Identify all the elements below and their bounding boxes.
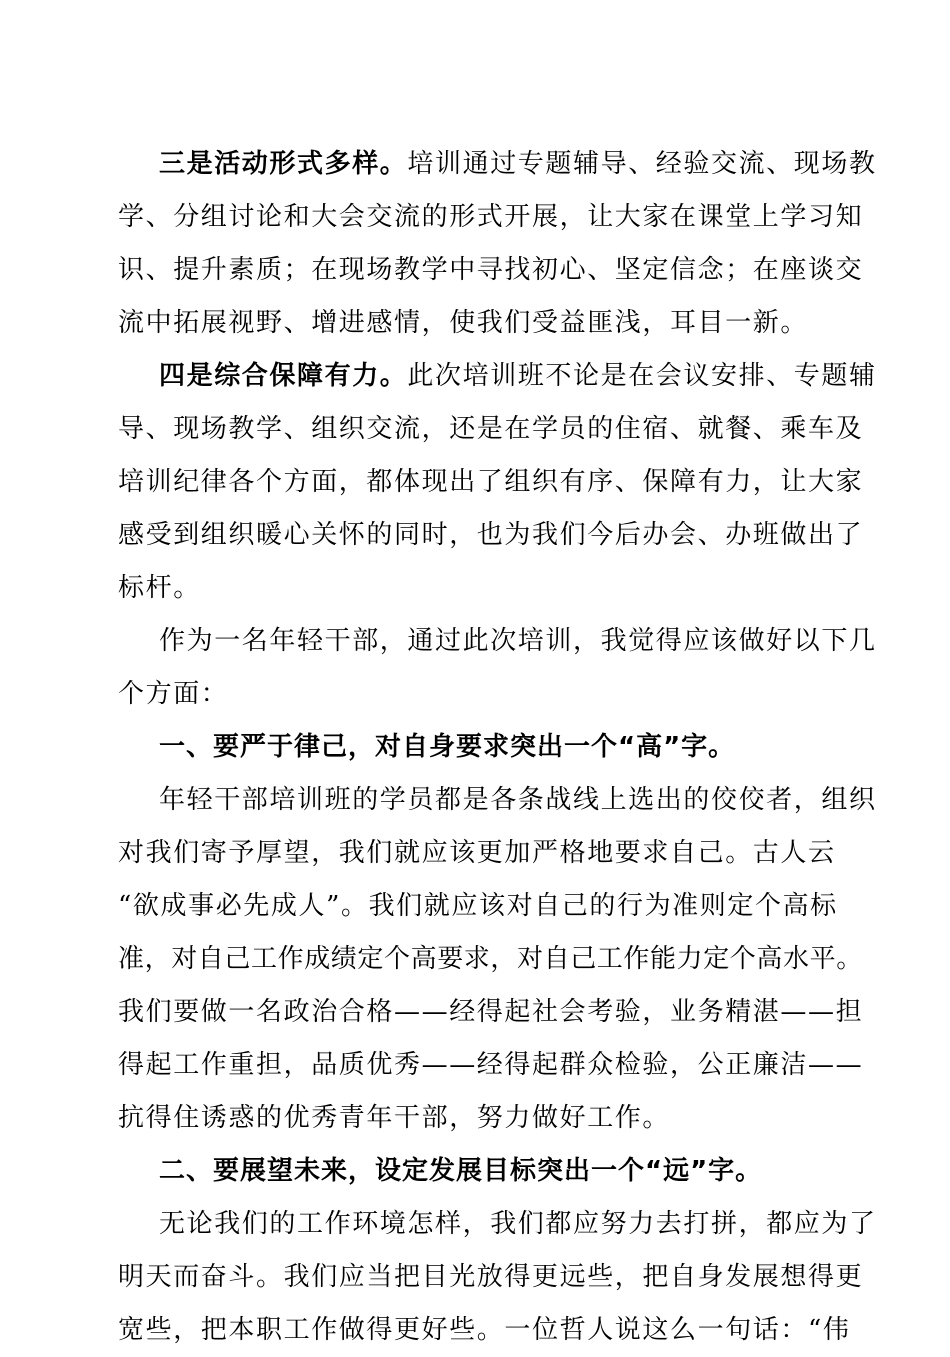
paragraph-line: 我们要做一名政治合格——经得起社会考验，业务精湛——担 [118, 997, 864, 1027]
paragraph-text: 此次培训班不论是在会议安排、专题辅 [407, 361, 877, 391]
paragraph-line: “欲成事必先成人”。我们就应该对自己的行为准则定个高标 [118, 891, 838, 921]
paragraph-lead: 四是综合保障有力。 [159, 361, 408, 391]
paragraph-activity-forms [118, 138, 877, 350]
paragraph-line: 培训纪律各个方面，都体现出了组织有序、保障有力，让大家 [118, 467, 864, 497]
paragraph-line: 得起工作重担，品质优秀——经得起群众检验，公正廉洁—— [118, 1050, 864, 1080]
paragraph-line: 感受到组织暖心关怀的同时，也为我们今后办会、办班做出了 [118, 520, 864, 550]
paragraph-line: 无论我们的工作环境怎样，我们都应努力去打拼，都应为了 [159, 1209, 877, 1239]
paragraph-line [118, 350, 877, 403]
paragraph-future-goals [118, 1198, 877, 1357]
document-page [118, 138, 877, 1357]
paragraph-line: 对我们寄予厚望，我们就应该更加严格地要求自己。古人云 [118, 838, 836, 868]
paragraph-line [118, 138, 877, 191]
paragraph-self-discipline [118, 774, 877, 1145]
paragraph-line: 识、提升素质；在现场教学中寻找初心、坚定信念；在座谈交 [118, 255, 864, 285]
paragraph-line: 明天而奋斗。我们应当把目光放得更远些，把自身发展想得更 [118, 1262, 864, 1292]
paragraph-line: 个方面： [118, 679, 229, 709]
paragraph-line: 标杆。 [118, 573, 201, 603]
section-heading-1: 一、要严于律己，对自身要求突出一个“高”字。 [159, 732, 736, 762]
paragraph-logistics [118, 350, 877, 615]
paragraph-line: 宽些，把本职工作做得更好些。一位哲人说这么一句话：“伟 [118, 1315, 851, 1345]
paragraph-line: 流中拓展视野、增进感情，使我们受益匪浅，耳目一新。 [118, 308, 809, 338]
paragraph-intro [118, 615, 877, 721]
section-heading-2: 二、要展望未来，设定发展目标突出一个“远”字。 [159, 1156, 763, 1186]
paragraph-line: 抗得住诱惑的优秀青年干部，努力做好工作。 [118, 1103, 671, 1133]
paragraph-line: 学、分组讨论和大会交流的形式开展，让大家在课堂上学习知 [118, 202, 864, 232]
paragraph-line: 准，对自己工作成绩定个高要求，对自己工作能力定个高水平。 [118, 944, 863, 974]
paragraph-line: 导、现场教学、组织交流，还是在学员的住宿、就餐、乘车及 [118, 414, 864, 444]
paragraph-line: 作为一名年轻干部，通过此次培训，我觉得应该做好以下几 [159, 626, 877, 656]
paragraph-line: 年轻干部培训班的学员都是各条战线上选出的佼佼者，组织 [159, 785, 877, 815]
paragraph-lead: 三是活动形式多样。 [159, 149, 408, 179]
paragraph-text: 培训通过专题辅导、经验交流、现场教 [407, 149, 877, 179]
